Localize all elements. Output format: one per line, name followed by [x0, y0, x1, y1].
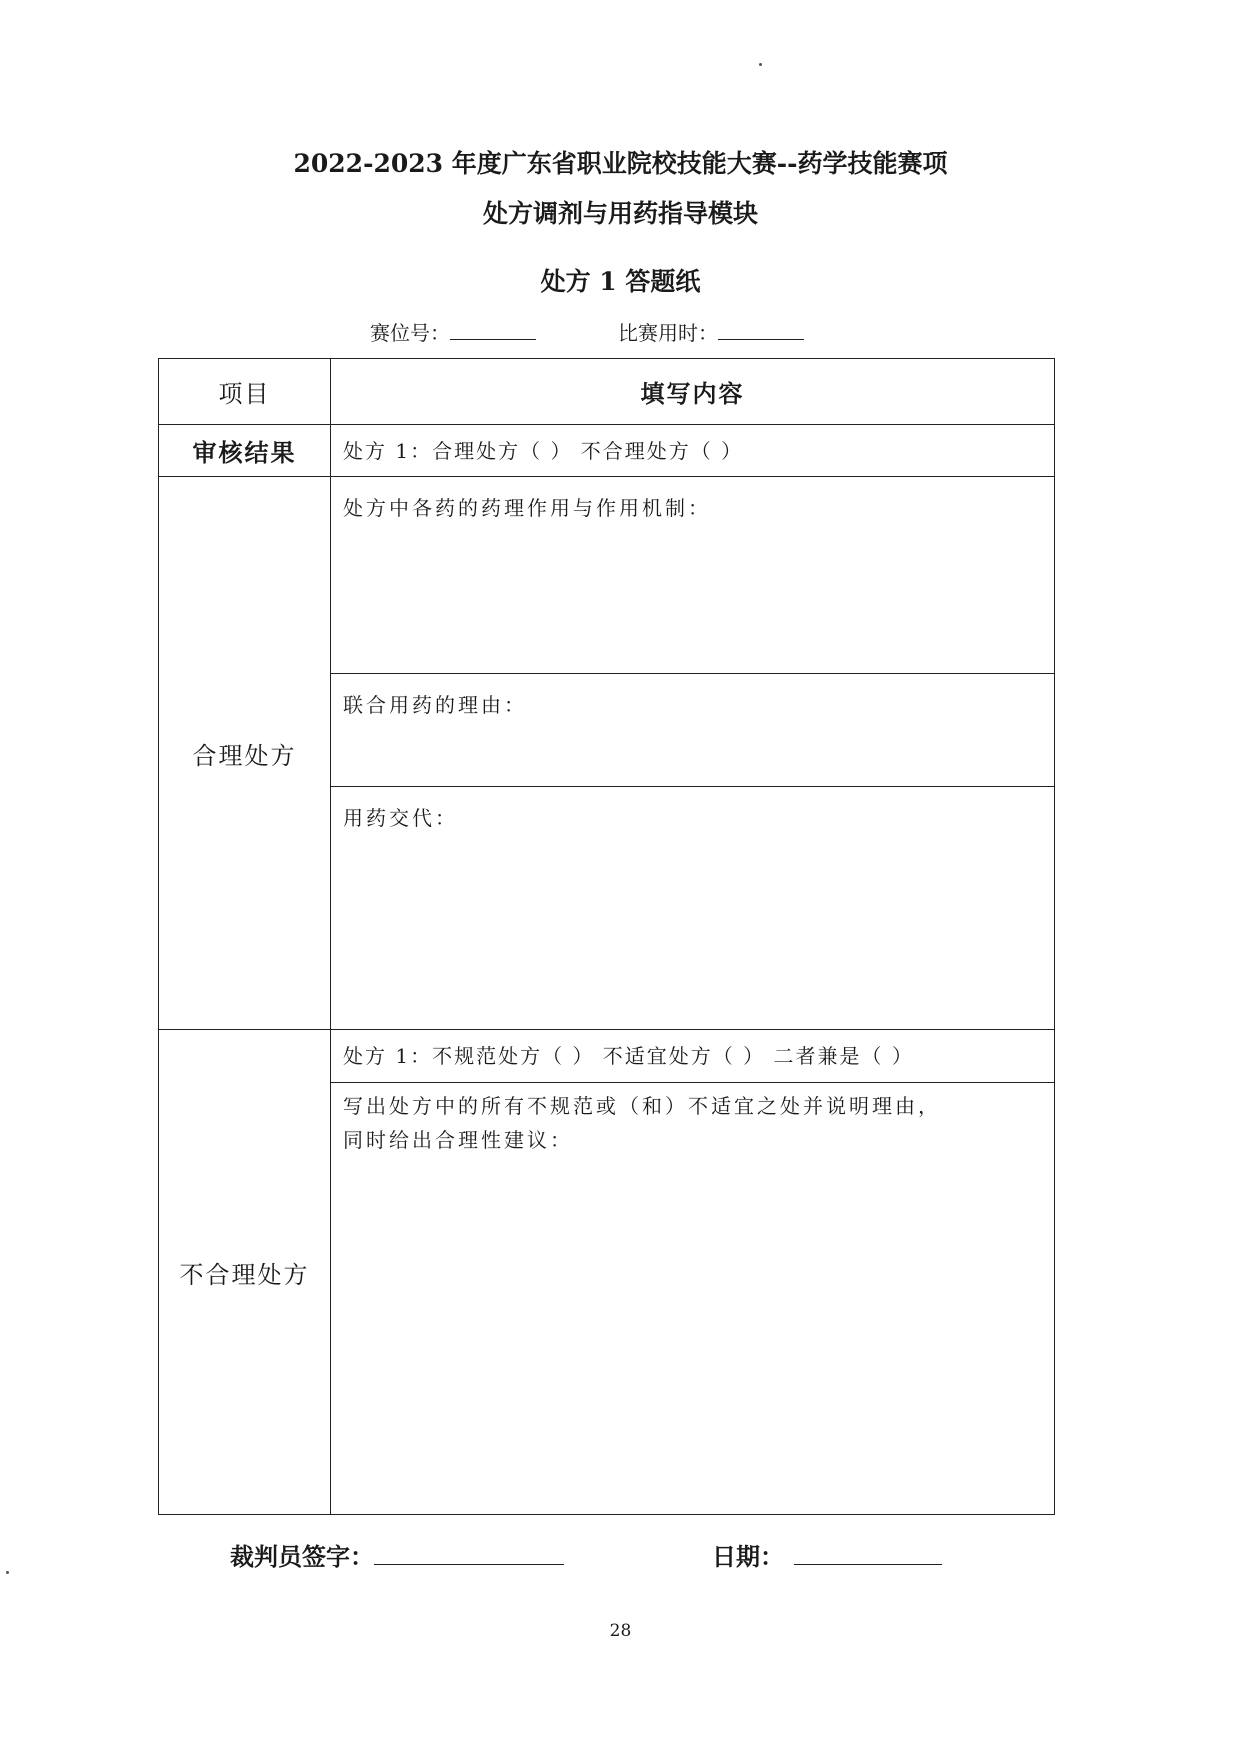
reasonable-row-1 — [159, 477, 1055, 674]
answer-sheet-title: 处方 1 答题纸 — [540, 267, 701, 296]
pharmacology-question: 处方中各药的药理作用与作用机制： — [343, 496, 711, 520]
scan-speck — [759, 63, 762, 66]
unreasonable-answer-cell[interactable] — [331, 1083, 1055, 1515]
signature-line — [230, 1537, 942, 1572]
pharmacology-answer-cell[interactable] — [331, 477, 1055, 674]
review-label: 审核结果 — [159, 425, 331, 477]
combination-question: 联合用药的理由： — [343, 693, 527, 717]
review-row — [159, 425, 1055, 477]
seat-number-label: 赛位号： — [370, 321, 450, 345]
module-title: 处方调剂与用药指导模块 — [482, 199, 758, 228]
seat-number-field[interactable] — [450, 321, 536, 340]
counseling-question: 用药交代： — [343, 806, 458, 830]
date-label: 日期： — [712, 1542, 784, 1571]
scan-speck — [6, 1571, 9, 1574]
unreasonable-question-line1: 写出处方中的所有不规范或（和）不适宜之处并说明理由， — [343, 1094, 941, 1118]
unreasonable-row-1 — [159, 1030, 1055, 1083]
date-field[interactable] — [794, 1542, 942, 1565]
judge-signature-field[interactable] — [374, 1542, 564, 1565]
review-cell[interactable] — [331, 425, 1055, 477]
document-title: 2022-2023 年度广东省职业院校技能大赛--药学技能赛项 — [293, 149, 948, 178]
time-used-field[interactable] — [718, 321, 804, 340]
unreasonable-options-cell[interactable] — [331, 1030, 1055, 1083]
judge-signature-label: 裁判员签字： — [230, 1542, 374, 1571]
meta-line — [370, 317, 804, 346]
header-content: 填写内容 — [331, 359, 1055, 425]
review-options: 处方 1：合理处方（ ） 不合理处方（ ） — [343, 438, 744, 463]
unreasonable-options: 处方 1：不规范处方（ ） 不适宜处方（ ） 二者兼是（ ） — [343, 1044, 914, 1068]
answer-table — [158, 358, 1055, 1515]
combination-answer-cell[interactable] — [331, 674, 1055, 787]
header-item: 项目 — [159, 359, 331, 425]
reasonable-label: 合理处方 — [159, 477, 331, 1030]
counseling-answer-cell[interactable] — [331, 787, 1055, 1030]
page-number: 28 — [609, 1621, 632, 1641]
time-used-label: 比赛用时： — [618, 321, 718, 345]
unreasonable-label: 不合理处方 — [159, 1030, 331, 1515]
unreasonable-question — [331, 1083, 1054, 1157]
unreasonable-question-line2: 同时给出合理性建议： — [343, 1128, 573, 1152]
table-header-row — [159, 359, 1055, 425]
